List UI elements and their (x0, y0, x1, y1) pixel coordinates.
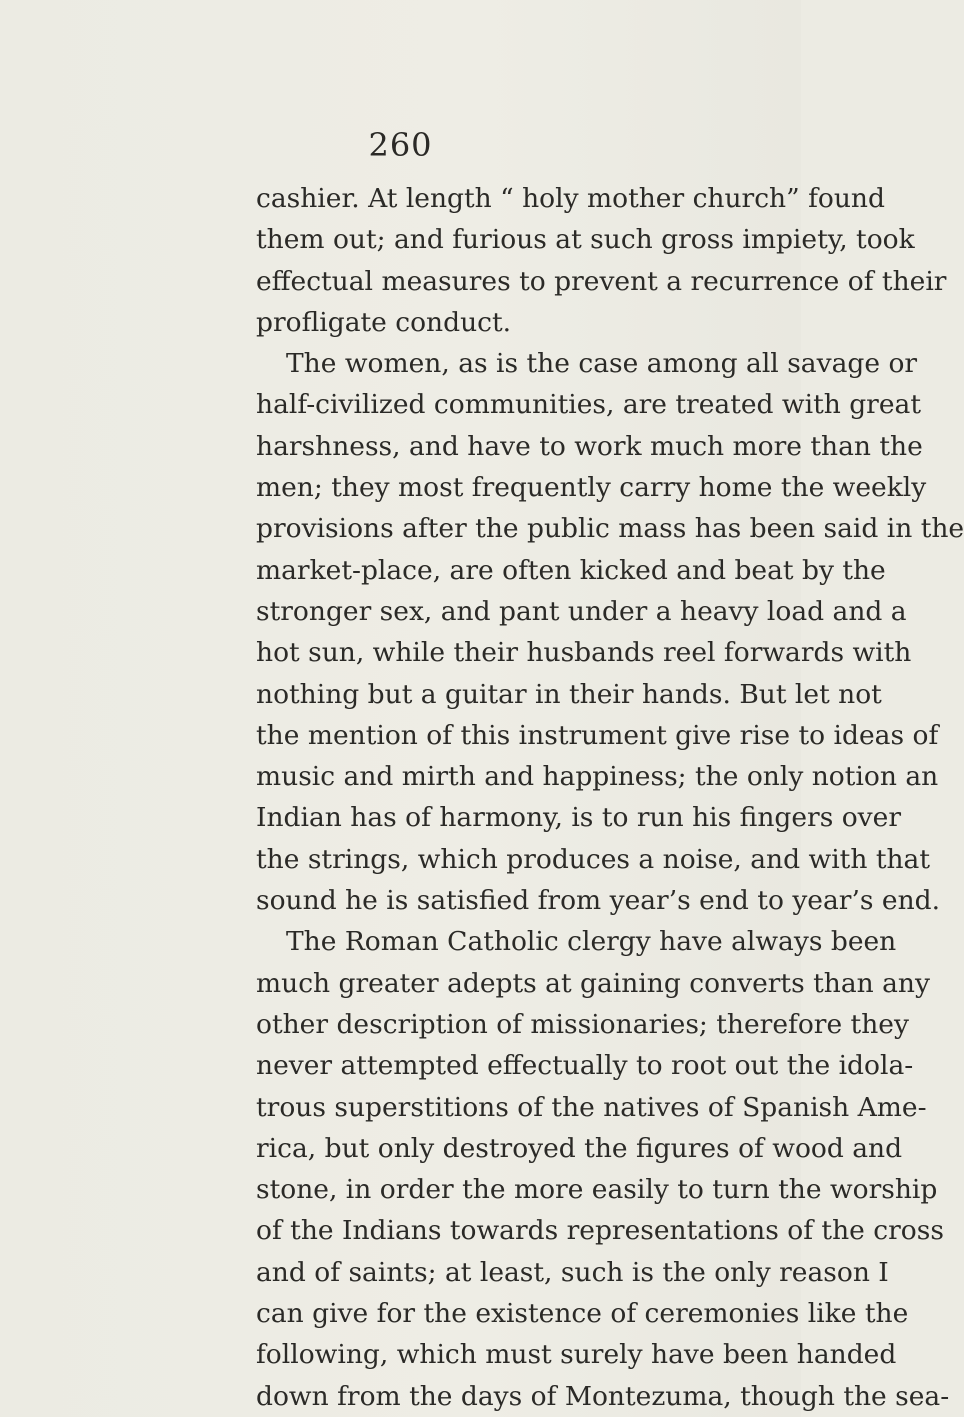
text-line: and of saints; at least, such is the only reason I (256, 1256, 889, 1288)
text-line: stronger sex, and pant under a heavy load and a (256, 595, 907, 627)
text-line: harshness, and have to work much more than the (256, 430, 923, 462)
text-line: never attempted effectually to root out the idola- (256, 1050, 914, 1082)
text-line: of the Indians towards representations of the cross (256, 1215, 944, 1247)
text-line: much greater adepts at gaining converts than any (256, 967, 930, 999)
text-line: provisions after the public mass has been said in the (256, 513, 964, 545)
text-line: Indian has of harmony, is to run his fingers over (256, 802, 901, 834)
text-line: effectual measures to prevent a recurrence of their (256, 265, 947, 297)
text-line: hot sun, while their husbands reel forwards with (256, 637, 912, 669)
text-line: market-place, are often kicked and beat by the (256, 554, 886, 586)
text-line: men; they most frequently carry home the weekly (256, 472, 927, 504)
text-line: the mention of this instrument give rise to ideas of (256, 719, 939, 751)
text-line: them out; and furious at such gross impiety, took (256, 224, 915, 256)
text-line: trous superstitions of the natives of Spanish Ame- (256, 1091, 927, 1123)
text-line: The Roman Catholic clergy have always been (286, 926, 897, 958)
text-line: the strings, which produces a noise, and with that (256, 843, 930, 875)
text-line: sound he is satisfied from year’s end to year’s end. (256, 885, 941, 917)
text-line: cashier. At length “ holy mother church” found (256, 183, 885, 214)
text-line: profligate conduct. (256, 306, 512, 338)
body-text (256, 178, 964, 1417)
text-line: down from the days of Montezuma, though the sea- (256, 1380, 950, 1412)
text-line: following, which must surely have been handed (256, 1339, 897, 1371)
text-line: rica, but only destroyed the figures of wood and (256, 1132, 903, 1164)
text-line: music and mirth and happiness; the only notion an (256, 761, 939, 793)
text-line: nothing but a guitar in their hands. But let not (256, 678, 882, 710)
text-line: can give for the existence of ceremonies like the (256, 1298, 909, 1330)
text-line: The women, as is the case among all savage or (286, 348, 918, 380)
text-line: half-civilized communities, are treated with great (256, 389, 921, 421)
text-line: stone, in order the more easily to turn the worship (256, 1174, 938, 1206)
text-line: other description of missionaries; therefore they (256, 1008, 909, 1040)
page-number: 260 (368, 126, 433, 164)
